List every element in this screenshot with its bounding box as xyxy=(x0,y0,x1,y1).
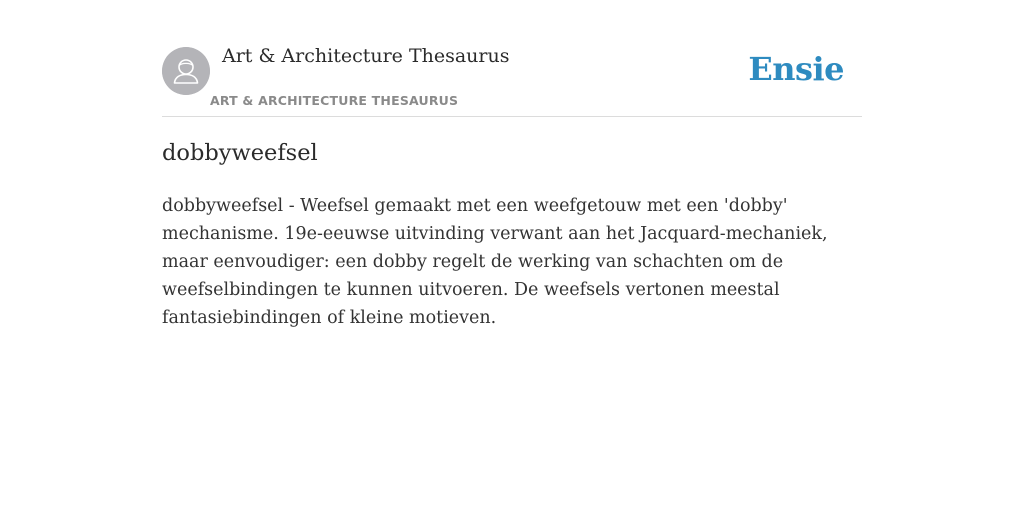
user-avatar-icon xyxy=(162,47,210,95)
author-avatar[interactable] xyxy=(162,47,210,95)
definition-text: dobbyweefsel - Weefsel gemaakt met een weefgetouw met een 'dobby' mechanisme. 19e-eeuwse uitvinding verwant aan het Jacquard-mechaniek, maar eenvoudiger: een dobby regelt de werking van schachten om de weefselbindingen te kunnen uitvoeren. De weefsels vertonen meestal fantasiebindingen of kleine motieven. xyxy=(162,196,828,328)
brand-logo[interactable]: Ensie xyxy=(748,50,844,88)
author-subtitle: ART & ARCHITECTURE THESAURUS xyxy=(210,93,459,108)
page-title: dobbyweefsel xyxy=(162,140,318,166)
header xyxy=(162,0,862,117)
author-name[interactable]: Art & Architecture Thesaurus xyxy=(222,45,510,67)
